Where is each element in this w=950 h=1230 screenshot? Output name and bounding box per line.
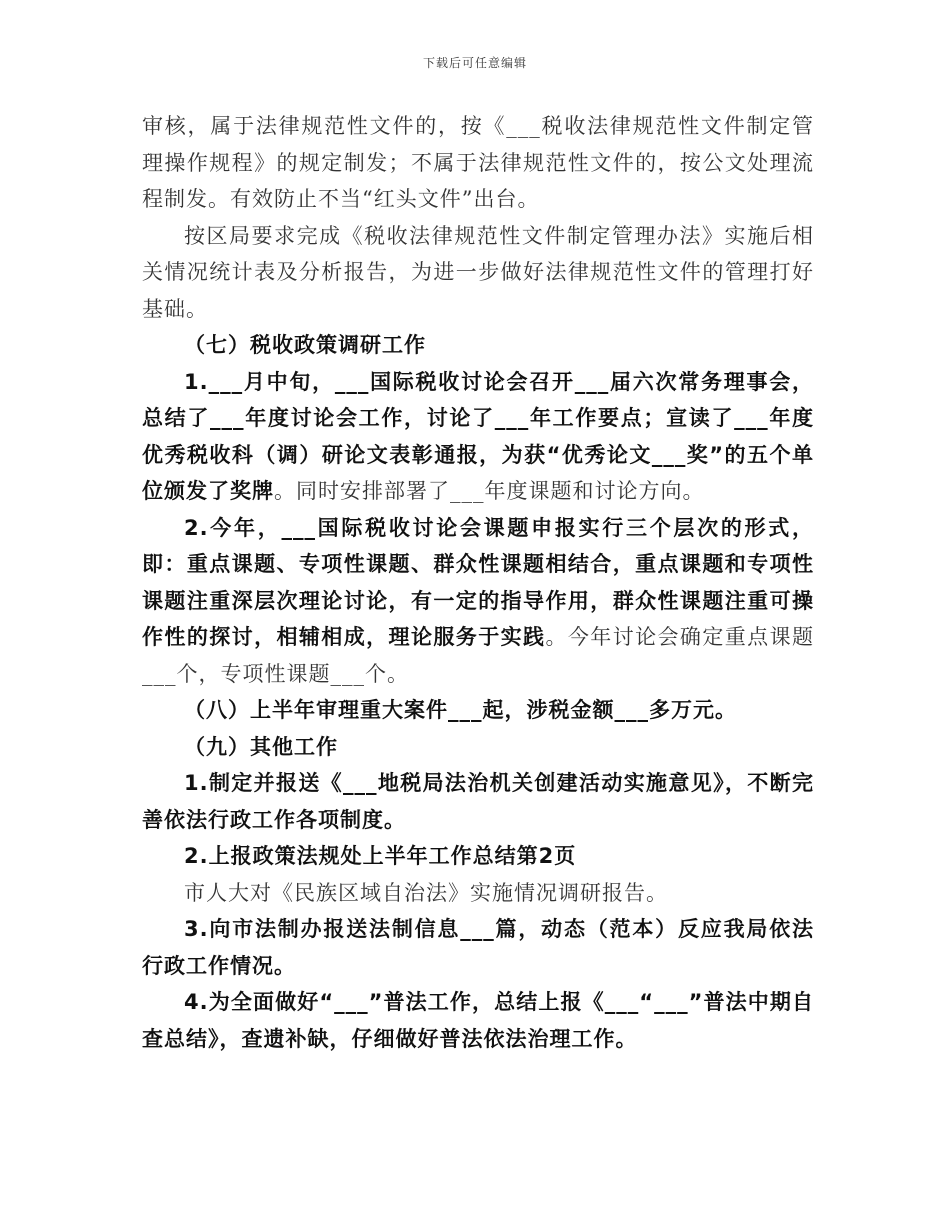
paragraph-item-1-meeting (142, 364, 814, 510)
text-run: （九）其他工作 (184, 734, 338, 759)
text-run: 2.今年，___国际税收讨论会课题申报实行三个层次的形式，即：重点课题、专项性课题、群众性课题相结合，重点课题和专项性课题注重深层次理论讨论，有一定的指导作用，群众性课题注重可操作性的探讨，相辅相成，理论服务于实践 (142, 515, 814, 649)
paragraph-other-item-2 (142, 838, 814, 875)
paragraph-other-item-1 (142, 765, 814, 838)
text-run: 。同时安排部署了___年度课题和讨论方向。 (274, 479, 705, 503)
paragraph-district-requirement (142, 218, 814, 328)
text-run: （七）税收政策调研工作 (184, 333, 426, 357)
page-header-note: 下载后可任意编辑 (422, 56, 527, 70)
paragraph-other-item-2-continued (142, 875, 814, 912)
paragraph-other-item-4 (142, 984, 814, 1057)
text-run: 4.为全面做好“___”普法工作，总结上报《___“___”普法中期自查总结》，查遗补缺，仔细做好普法依法治理工作。 (142, 990, 814, 1051)
text-run: 。今年讨论会确定重点课题___个，专项性课题___个。 (142, 625, 815, 686)
paragraph-item-2-topics (142, 510, 814, 693)
text-run: （八）上半年审理重大案件___起，涉税金额___多万元。 (184, 698, 737, 722)
text-run: 2.上报政策法规处上半年工作总结第2页 (184, 844, 577, 868)
text-run: 1.制定并报送《___地税局法治机关创建活动实施意见》，不断完善依法行政工作各项制度。 (142, 771, 814, 832)
document-body (142, 108, 814, 1057)
paragraph-other-item-3 (142, 911, 814, 984)
text-run: 3.向市法制办报送法制信息___篇，动态（范本）反应我局依法行政工作情况。 (142, 917, 814, 978)
paragraph-review (142, 108, 814, 218)
text-run: 按区局要求完成《税收法律规范性文件制定管理办法》实施后相关情况统计表及分析报告，为进一步做好法律规范性文件的管理打好基础。 (142, 223, 814, 321)
section-heading-tax-policy-research (142, 327, 814, 364)
section-heading-major-cases (142, 692, 814, 729)
text-run: 1.___月中旬，___国际税收讨论会召开___届六次常务理事会，总结了___年度讨论会工作，讨论了___年工作要点；宣读了___年度优秀税收科（调）研论文表彰通报，为获“优秀论文___奖”的五个单位颁发了奖牌 (142, 369, 814, 503)
section-heading-other-work (142, 729, 814, 766)
text-run: 审核，属于法律规范性文件的，按《___税收法律规范性文件制定管理操作规程》的规定制发；不属于法律规范性文件的，按公文处理流程制发。有效防止不当“红头文件”出台。 (142, 114, 814, 211)
text-run: 市人大对《民族区域自治法》实施情况调研报告。 (184, 880, 668, 905)
